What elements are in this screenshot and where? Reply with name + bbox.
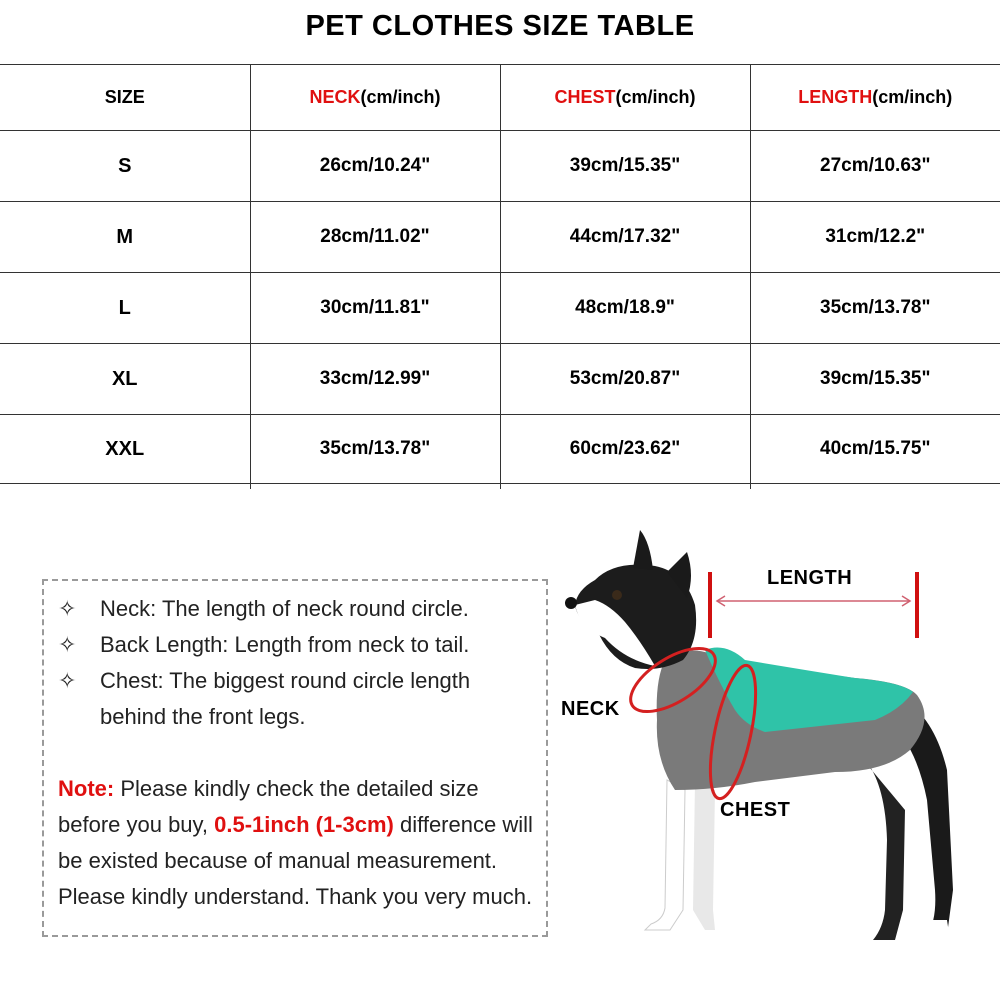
table-row xyxy=(0,202,1000,273)
front-leg-left xyxy=(645,780,685,930)
note-neck: Neck: The length of neck round circle. xyxy=(100,596,469,621)
cell-length: 27cm/10.63" xyxy=(750,131,1000,202)
table-row xyxy=(0,273,1000,344)
size-table xyxy=(0,64,1000,489)
note-back-length: Back Length: Length from neck to tail. xyxy=(100,632,470,657)
table-header-row xyxy=(0,65,1000,131)
cell-length: 40cm/15.75" xyxy=(750,415,1000,484)
hind-paw xyxy=(927,920,950,940)
notes-box xyxy=(42,579,548,937)
note-text-2: difference will be existed because of manual measurement. Please kindly understand. Thank you very much. xyxy=(58,812,533,909)
dog-nose xyxy=(565,597,577,609)
stub-cell xyxy=(0,484,250,490)
stub-cell xyxy=(750,484,1000,490)
note-range: 0.5-1inch (1-3cm) xyxy=(214,812,394,837)
note-label: Note: xyxy=(58,776,115,801)
cell-length: 35cm/13.78" xyxy=(750,273,1000,344)
cell-neck: 28cm/11.02" xyxy=(250,202,500,273)
table-row xyxy=(0,131,1000,202)
header-chest: CHEST(cm/inch) xyxy=(500,65,750,131)
page-title: PET CLOTHES SIZE TABLE xyxy=(305,10,695,42)
cell-length: 31cm/12.2" xyxy=(750,202,1000,273)
cell-size: XL xyxy=(0,344,250,415)
dog-eye xyxy=(612,590,622,600)
cell-length: 39cm/15.35" xyxy=(750,344,1000,415)
cell-chest: 39cm/15.35" xyxy=(500,131,750,202)
neck-label: NECK xyxy=(561,698,620,720)
cell-chest: 44cm/17.32" xyxy=(500,202,750,273)
stub-cell xyxy=(250,484,500,490)
length-label: LENGTH xyxy=(767,567,853,589)
bullet-star-icon: ✧ xyxy=(58,596,77,621)
table-stub-row xyxy=(0,484,1000,490)
table-row xyxy=(0,415,1000,484)
header-neck: NECK(cm/inch) xyxy=(250,65,500,131)
cell-size: XXL xyxy=(0,415,250,484)
cell-chest: 60cm/23.62" xyxy=(500,415,750,484)
front-leg-right xyxy=(693,782,715,930)
cell-neck: 30cm/11.81" xyxy=(250,273,500,344)
bullet-star-icon: ✧ xyxy=(58,632,77,657)
cell-neck: 35cm/13.78" xyxy=(250,415,500,484)
chest-label: CHEST xyxy=(720,799,791,821)
bullet-star-icon: ✧ xyxy=(58,668,77,693)
table-row xyxy=(0,344,1000,415)
note-paragraph xyxy=(58,771,538,915)
note-chest: Chest: The biggest round circle length behind the front legs. xyxy=(100,668,471,729)
note-text-1: Please kindly check the detailed size before you buy, xyxy=(58,776,479,837)
header-length: LENGTH(cm/inch) xyxy=(750,65,1000,131)
cell-chest: 48cm/18.9" xyxy=(500,273,750,344)
cell-size: S xyxy=(0,131,250,202)
cell-neck: 33cm/12.99" xyxy=(250,344,500,415)
dog-ear-left xyxy=(633,530,653,570)
cell-chest: 53cm/20.87" xyxy=(500,344,750,415)
cell-size: L xyxy=(0,273,250,344)
dog-measurement-diagram xyxy=(555,510,1000,970)
cell-neck: 26cm/10.24" xyxy=(250,131,500,202)
stub-cell xyxy=(500,484,750,490)
cell-size: M xyxy=(0,202,250,273)
hind-leg-right xyxy=(855,750,905,940)
header-size: SIZE xyxy=(0,65,250,131)
